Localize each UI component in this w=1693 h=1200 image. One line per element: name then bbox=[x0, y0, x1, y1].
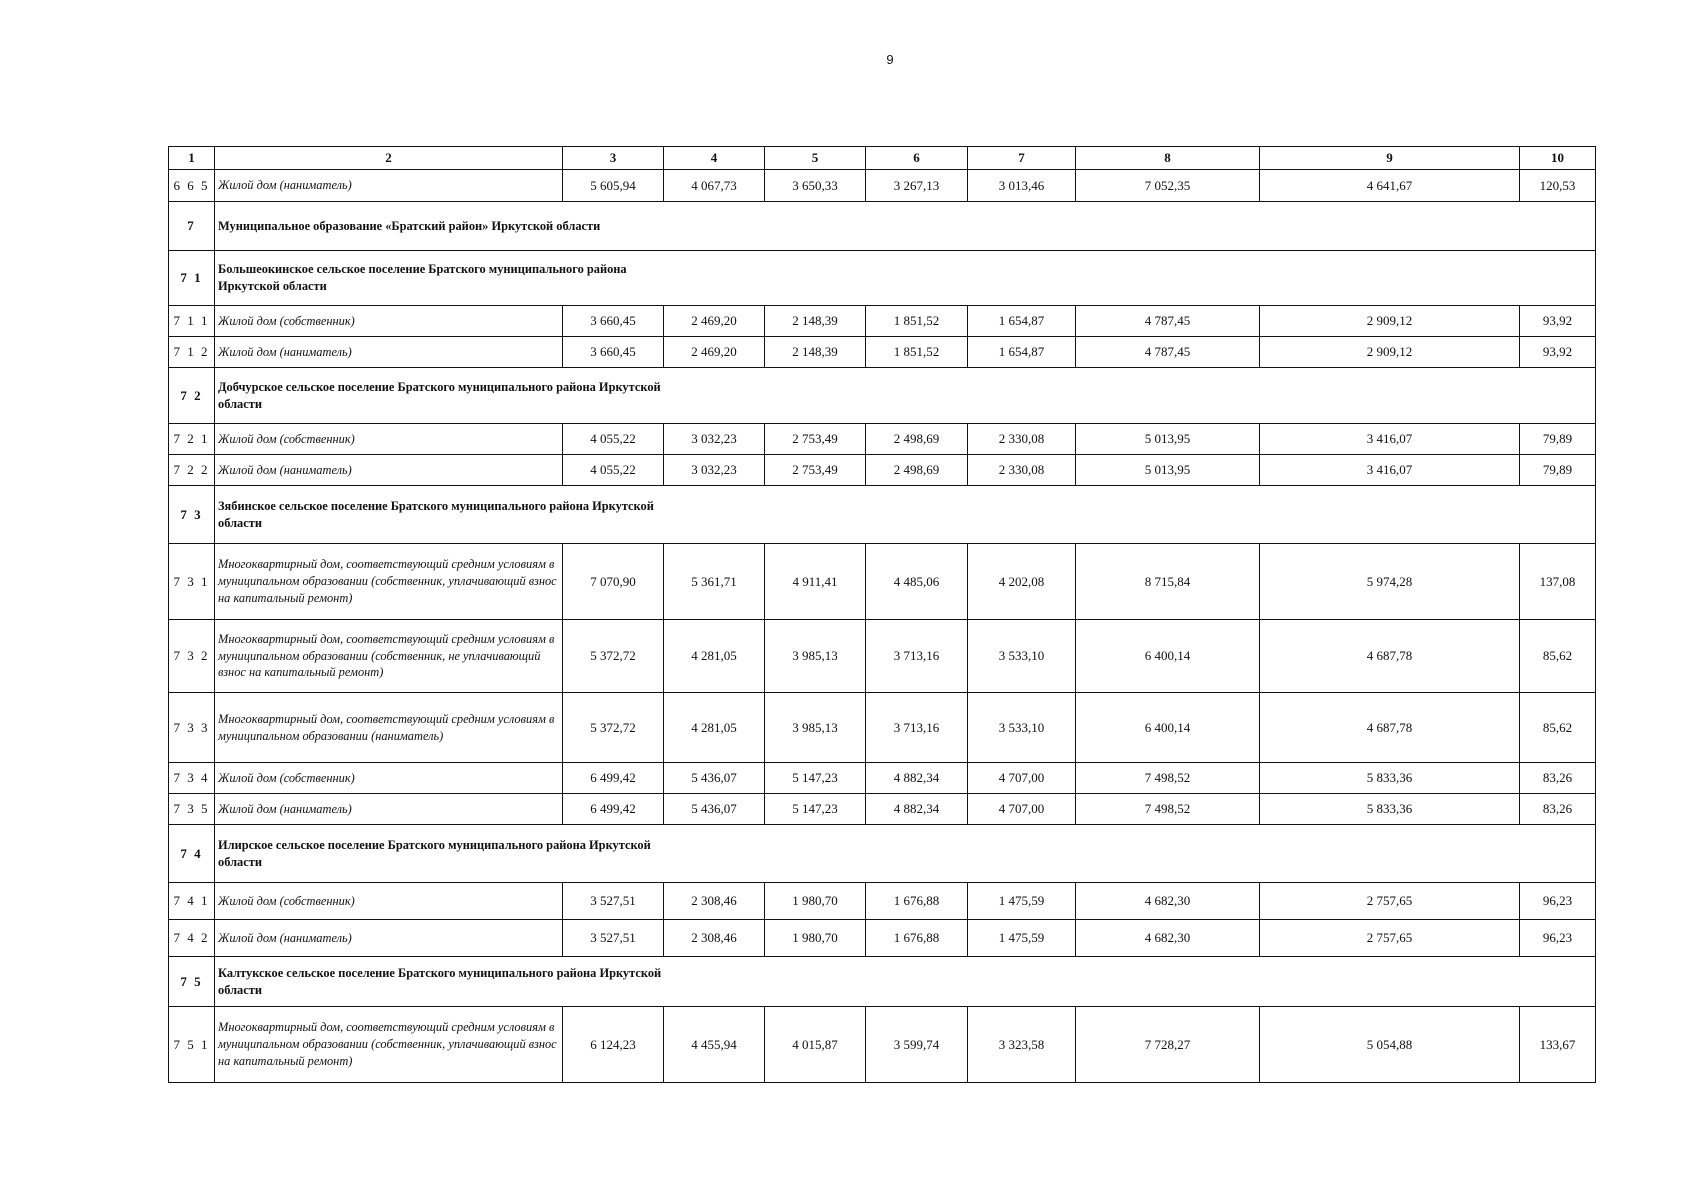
value-cell-col8: 4 682,30 bbox=[1076, 883, 1260, 920]
section-title: Калтукское сельское поселение Братского муниципального района Иркутской области bbox=[215, 957, 1596, 1007]
value-cell-col7: 1 475,59 bbox=[968, 883, 1076, 920]
section-code: 7 4 bbox=[169, 825, 215, 883]
value-cell-col4: 4 281,05 bbox=[664, 620, 765, 693]
row-code: 6 6 5 bbox=[169, 170, 215, 202]
value-cell-col8: 7 052,35 bbox=[1076, 170, 1260, 202]
value-cell-col9: 3 416,07 bbox=[1260, 455, 1520, 486]
value-cell-col5: 2 753,49 bbox=[765, 424, 866, 455]
table-row bbox=[169, 693, 1596, 763]
value-cell-col7: 4 707,00 bbox=[968, 794, 1076, 825]
table-row bbox=[169, 170, 1596, 202]
value-cell-col9: 2 757,65 bbox=[1260, 920, 1520, 957]
table-row bbox=[169, 794, 1596, 825]
value-cell-col3: 4 055,22 bbox=[563, 424, 664, 455]
value-cell-col9: 5 833,36 bbox=[1260, 763, 1520, 794]
header-cell: 7 bbox=[968, 147, 1076, 170]
section-code: 7 3 bbox=[169, 486, 215, 544]
table-row bbox=[169, 883, 1596, 920]
value-cell-col5: 2 148,39 bbox=[765, 306, 866, 337]
value-cell-col3: 5 372,72 bbox=[563, 693, 664, 763]
row-code: 7 1 2 bbox=[169, 337, 215, 368]
header-cell: 4 bbox=[664, 147, 765, 170]
page-number: 9 bbox=[886, 52, 894, 67]
value-cell-col7: 3 013,46 bbox=[968, 170, 1076, 202]
row-code: 7 4 2 bbox=[169, 920, 215, 957]
value-cell-col9: 2 909,12 bbox=[1260, 306, 1520, 337]
row-description: Многоквартирный дом, соответствующий средним условиям в муниципальном образовании (собственник, уплачивающий взнос на капитальный ремонт) bbox=[215, 1007, 563, 1083]
value-cell-col4: 4 067,73 bbox=[664, 170, 765, 202]
value-cell-col4: 2 308,46 bbox=[664, 920, 765, 957]
row-description: Жилой дом (наниматель) bbox=[215, 337, 563, 368]
value-cell-col4: 2 469,20 bbox=[664, 337, 765, 368]
row-code: 7 3 4 bbox=[169, 763, 215, 794]
value-cell-col4: 3 032,23 bbox=[664, 424, 765, 455]
value-cell-col6: 1 676,88 bbox=[866, 883, 968, 920]
value-cell-col5: 2 753,49 bbox=[765, 455, 866, 486]
value-cell-col7: 3 533,10 bbox=[968, 693, 1076, 763]
row-code: 7 5 1 bbox=[169, 1007, 215, 1083]
value-cell-col8: 7 498,52 bbox=[1076, 794, 1260, 825]
header-cell: 9 bbox=[1260, 147, 1520, 170]
row-description: Жилой дом (наниматель) bbox=[215, 920, 563, 957]
value-cell-col5: 1 980,70 bbox=[765, 920, 866, 957]
value-cell-col10: 85,62 bbox=[1520, 693, 1596, 763]
value-cell-col8: 4 682,30 bbox=[1076, 920, 1260, 957]
row-code: 7 2 2 bbox=[169, 455, 215, 486]
row-description: Многоквартирный дом, соответствующий средним условиям в муниципальном образовании (наниматель) bbox=[215, 693, 563, 763]
row-description: Жилой дом (собственник) bbox=[215, 883, 563, 920]
value-cell-col3: 6 499,42 bbox=[563, 794, 664, 825]
value-cell-col3: 3 527,51 bbox=[563, 883, 664, 920]
value-cell-col10: 83,26 bbox=[1520, 794, 1596, 825]
header-row bbox=[169, 147, 1596, 170]
value-cell-col8: 5 013,95 bbox=[1076, 424, 1260, 455]
table-body bbox=[169, 147, 1596, 1083]
value-cell-col7: 2 330,08 bbox=[968, 424, 1076, 455]
value-cell-col5: 4 015,87 bbox=[765, 1007, 866, 1083]
value-cell-col6: 3 267,13 bbox=[866, 170, 968, 202]
value-cell-col9: 2 909,12 bbox=[1260, 337, 1520, 368]
table-row bbox=[169, 455, 1596, 486]
value-cell-col7: 3 533,10 bbox=[968, 620, 1076, 693]
value-cell-col4: 4 455,94 bbox=[664, 1007, 765, 1083]
value-cell-col5: 2 148,39 bbox=[765, 337, 866, 368]
value-cell-col7: 4 202,08 bbox=[968, 544, 1076, 620]
row-code: 7 3 2 bbox=[169, 620, 215, 693]
row-description: Жилой дом (собственник) bbox=[215, 424, 563, 455]
value-cell-col5: 3 985,13 bbox=[765, 693, 866, 763]
header-cell: 2 bbox=[215, 147, 563, 170]
value-cell-col10: 96,23 bbox=[1520, 920, 1596, 957]
value-cell-col6: 1 676,88 bbox=[866, 920, 968, 957]
table-row bbox=[169, 424, 1596, 455]
value-cell-col8: 7 498,52 bbox=[1076, 763, 1260, 794]
row-code: 7 1 1 bbox=[169, 306, 215, 337]
section-title: Муниципальное образование «Братский район» Иркутской области bbox=[215, 202, 1596, 251]
value-cell-col6: 4 882,34 bbox=[866, 794, 968, 825]
section-row bbox=[169, 825, 1596, 883]
value-cell-col10: 137,08 bbox=[1520, 544, 1596, 620]
value-cell-col6: 3 713,16 bbox=[866, 693, 968, 763]
value-cell-col3: 4 055,22 bbox=[563, 455, 664, 486]
row-code: 7 3 5 bbox=[169, 794, 215, 825]
section-row bbox=[169, 957, 1596, 1007]
value-cell-col9: 4 687,78 bbox=[1260, 620, 1520, 693]
value-cell-col8: 4 787,45 bbox=[1076, 306, 1260, 337]
table-row bbox=[169, 306, 1596, 337]
value-cell-col10: 133,67 bbox=[1520, 1007, 1596, 1083]
value-cell-col6: 1 851,52 bbox=[866, 306, 968, 337]
row-code: 7 3 1 bbox=[169, 544, 215, 620]
value-cell-col5: 5 147,23 bbox=[765, 763, 866, 794]
header-cell: 5 bbox=[765, 147, 866, 170]
value-cell-col6: 2 498,69 bbox=[866, 424, 968, 455]
tariff-table bbox=[168, 146, 1596, 1083]
header-cell: 3 bbox=[563, 147, 664, 170]
value-cell-col9: 3 416,07 bbox=[1260, 424, 1520, 455]
value-cell-col9: 5 974,28 bbox=[1260, 544, 1520, 620]
value-cell-col6: 3 599,74 bbox=[866, 1007, 968, 1083]
value-cell-col9: 5 054,88 bbox=[1260, 1007, 1520, 1083]
value-cell-col10: 79,89 bbox=[1520, 424, 1596, 455]
value-cell-col6: 1 851,52 bbox=[866, 337, 968, 368]
value-cell-col6: 3 713,16 bbox=[866, 620, 968, 693]
value-cell-col6: 2 498,69 bbox=[866, 455, 968, 486]
section-code: 7 bbox=[169, 202, 215, 251]
header-cell: 1 bbox=[169, 147, 215, 170]
value-cell-col5: 5 147,23 bbox=[765, 794, 866, 825]
value-cell-col8: 5 013,95 bbox=[1076, 455, 1260, 486]
value-cell-col8: 6 400,14 bbox=[1076, 620, 1260, 693]
row-description: Многоквартирный дом, соответствующий средним условиям в муниципальном образовании (собственник, не уплачивающий взнос на капитальный ремонт) bbox=[215, 620, 563, 693]
value-cell-col3: 3 660,45 bbox=[563, 337, 664, 368]
value-cell-col4: 5 436,07 bbox=[664, 794, 765, 825]
table-row bbox=[169, 620, 1596, 693]
value-cell-col3: 6 124,23 bbox=[563, 1007, 664, 1083]
value-cell-col8: 4 787,45 bbox=[1076, 337, 1260, 368]
value-cell-col4: 4 281,05 bbox=[664, 693, 765, 763]
table-row bbox=[169, 920, 1596, 957]
value-cell-col7: 1 654,87 bbox=[968, 306, 1076, 337]
row-code: 7 3 3 bbox=[169, 693, 215, 763]
header-cell: 10 bbox=[1520, 147, 1596, 170]
value-cell-col10: 85,62 bbox=[1520, 620, 1596, 693]
table-row bbox=[169, 763, 1596, 794]
value-cell-col5: 3 650,33 bbox=[765, 170, 866, 202]
value-cell-col10: 83,26 bbox=[1520, 763, 1596, 794]
value-cell-col8: 7 728,27 bbox=[1076, 1007, 1260, 1083]
value-cell-col7: 1 475,59 bbox=[968, 920, 1076, 957]
value-cell-col7: 2 330,08 bbox=[968, 455, 1076, 486]
value-cell-col10: 96,23 bbox=[1520, 883, 1596, 920]
section-title: Добчурское сельское поселение Братского муниципального района Иркутской области bbox=[215, 368, 1596, 424]
row-code: 7 2 1 bbox=[169, 424, 215, 455]
table-row bbox=[169, 544, 1596, 620]
value-cell-col5: 3 985,13 bbox=[765, 620, 866, 693]
section-code: 7 1 bbox=[169, 251, 215, 306]
value-cell-col5: 1 980,70 bbox=[765, 883, 866, 920]
value-cell-col9: 5 833,36 bbox=[1260, 794, 1520, 825]
value-cell-col7: 1 654,87 bbox=[968, 337, 1076, 368]
value-cell-col10: 93,92 bbox=[1520, 337, 1596, 368]
value-cell-col10: 79,89 bbox=[1520, 455, 1596, 486]
value-cell-col7: 3 323,58 bbox=[968, 1007, 1076, 1083]
value-cell-col6: 4 882,34 bbox=[866, 763, 968, 794]
row-description: Жилой дом (собственник) bbox=[215, 763, 563, 794]
value-cell-col5: 4 911,41 bbox=[765, 544, 866, 620]
value-cell-col10: 93,92 bbox=[1520, 306, 1596, 337]
value-cell-col3: 7 070,90 bbox=[563, 544, 664, 620]
value-cell-col3: 6 499,42 bbox=[563, 763, 664, 794]
value-cell-col7: 4 707,00 bbox=[968, 763, 1076, 794]
row-description: Жилой дом (собственник) bbox=[215, 306, 563, 337]
section-title: Большеокинское сельское поселение Братского муниципального района Иркутской области bbox=[215, 251, 1596, 306]
section-title: Илирское сельское поселение Братского муниципального района Иркутской области bbox=[215, 825, 1596, 883]
row-description: Жилой дом (наниматель) bbox=[215, 455, 563, 486]
value-cell-col3: 5 372,72 bbox=[563, 620, 664, 693]
row-description: Многоквартирный дом, соответствующий средним условиям в муниципальном образовании (собственник, уплачивающий взнос на капитальный ремонт) bbox=[215, 544, 563, 620]
section-code: 7 2 bbox=[169, 368, 215, 424]
header-cell: 6 bbox=[866, 147, 968, 170]
row-description: Жилой дом (наниматель) bbox=[215, 170, 563, 202]
value-cell-col4: 3 032,23 bbox=[664, 455, 765, 486]
value-cell-col3: 5 605,94 bbox=[563, 170, 664, 202]
row-code: 7 4 1 bbox=[169, 883, 215, 920]
section-row bbox=[169, 486, 1596, 544]
value-cell-col8: 8 715,84 bbox=[1076, 544, 1260, 620]
value-cell-col4: 5 361,71 bbox=[664, 544, 765, 620]
header-cell: 8 bbox=[1076, 147, 1260, 170]
value-cell-col9: 2 757,65 bbox=[1260, 883, 1520, 920]
value-cell-col10: 120,53 bbox=[1520, 170, 1596, 202]
value-cell-col3: 3 527,51 bbox=[563, 920, 664, 957]
value-cell-col8: 6 400,14 bbox=[1076, 693, 1260, 763]
value-cell-col4: 2 469,20 bbox=[664, 306, 765, 337]
table-row bbox=[169, 337, 1596, 368]
value-cell-col9: 4 687,78 bbox=[1260, 693, 1520, 763]
section-row bbox=[169, 251, 1596, 306]
value-cell-col4: 5 436,07 bbox=[664, 763, 765, 794]
value-cell-col6: 4 485,06 bbox=[866, 544, 968, 620]
section-title: Зябинское сельское поселение Братского муниципального района Иркутской области bbox=[215, 486, 1596, 544]
value-cell-col4: 2 308,46 bbox=[664, 883, 765, 920]
row-description: Жилой дом (наниматель) bbox=[215, 794, 563, 825]
section-row bbox=[169, 368, 1596, 424]
section-code: 7 5 bbox=[169, 957, 215, 1007]
section-row bbox=[169, 202, 1596, 251]
value-cell-col9: 4 641,67 bbox=[1260, 170, 1520, 202]
table-row bbox=[169, 1007, 1596, 1083]
value-cell-col3: 3 660,45 bbox=[563, 306, 664, 337]
